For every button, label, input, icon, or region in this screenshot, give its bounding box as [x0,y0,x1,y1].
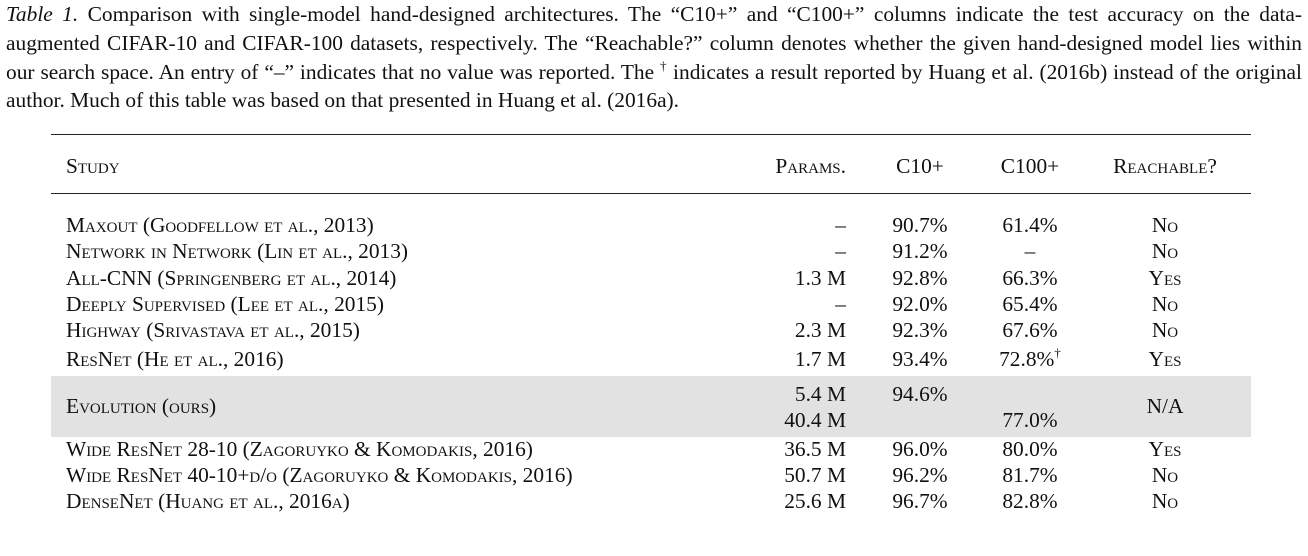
reachable-cell: Yes [1148,347,1182,371]
caption-text: Comparison with single-model hand-designed architectures. The “C10+” and “C100+” columns indicate the test accuracy on the data-augmented CIFAR-10 and CIFAR-100 datasets, respectively. The “Reachable?” column denotes whether the given hand-designed model lies within our search space. An entry of “–” indicates that no value was reported. The [6,2,1302,84]
c10-cell: 91.2% [892,239,948,263]
study-cell: Maxout (Goodfellow et al., 2013) [66,213,374,237]
params-cell: – [835,292,846,316]
table-top-rule [51,134,1251,135]
params-cell: 50.7 M [784,463,846,487]
c100-cell: 77.0% [1002,408,1058,432]
params-cell: 25.6 M [784,489,846,513]
c100-cell: – [1024,239,1036,263]
params-cell: 36.5 M [784,437,846,461]
study-cell: Wide ResNet 40-10+d/o (Zagoruyko & Komodakis, 2016) [66,463,573,487]
caption-label: Table 1. [6,2,79,26]
c100-cell: 61.4% [1002,213,1058,237]
c10-cell: 92.8% [892,266,948,290]
reachable-cell: No [1151,213,1179,237]
c10-cell: 93.4% [892,347,948,371]
c10-cell: 96.2% [892,463,948,487]
c100-cell: 82.8% [1002,489,1058,513]
study-cell: Highway (Srivastava et al., 2015) [66,318,360,342]
caption-text-end: indicates a result reported by Huang et al. (2016b) instead of the original author. Much of this table was based on that presented in Huang et al. (2016a). [6,59,1302,113]
reachable-cell: No [1151,463,1179,487]
reachable-cell: Yes [1148,266,1182,290]
study-cell: Wide ResNet 28-10 (Zagoruyko & Komodakis, 2016) [66,437,533,461]
study-cell: All-CNN (Springenberg et al., 2014) [66,266,397,290]
params-cell: – [835,239,846,263]
study-cell: Evolution (ours) [66,394,217,418]
dagger-mark: † [1054,345,1061,360]
params-cell: 1.3 M [794,266,846,290]
study-cell: Deeply Supervised (Lee et al., 2015) [66,292,384,316]
params-cell: 2.3 M [794,318,846,342]
c100-value: 72.8% [999,347,1055,371]
reachable-cell: No [1151,239,1179,263]
params-cell: 40.4 M [784,408,846,432]
c10-cell: 92.3% [892,318,948,342]
reachable-cell: Yes [1148,437,1182,461]
header-params: Params. [775,154,846,178]
params-cell: – [835,213,846,237]
reachable-cell: No [1151,489,1179,513]
dagger-mark: † [660,57,668,73]
c100-cell: 67.6% [1002,318,1058,342]
reachable-cell: N/A [1146,394,1184,418]
c10-cell: 96.7% [892,489,948,513]
params-cell: 1.7 M [794,347,846,371]
c10-cell: 94.6% [892,382,948,406]
study-cell: DenseNet (Huang et al., 2016a) [66,489,350,513]
header-c10: C10+ [896,154,944,178]
c100-cell: 81.7% [1002,463,1058,487]
table-header-rule [51,193,1251,194]
params-cell: 5.4 M [794,382,846,406]
study-cell: Network in Network (Lin et al., 2013) [66,239,409,263]
c100-cell: 80.0% [1002,437,1058,461]
c100-cell: 66.3% [1002,266,1058,290]
header-c100: C100+ [1000,154,1060,178]
c100-cell: 65.4% [1002,292,1058,316]
study-cell: ResNet (He et al., 2016) [66,347,284,371]
header-study: Study [66,154,120,178]
c10-cell: 90.7% [892,213,948,237]
c10-cell: 96.0% [892,437,948,461]
header-reachable: Reachable? [1113,154,1217,178]
reachable-cell: No [1151,318,1179,342]
reachable-cell: No [1151,292,1179,316]
c100-cell [980,347,1080,371]
c10-cell: 92.0% [892,292,948,316]
table-caption [6,0,1302,115]
